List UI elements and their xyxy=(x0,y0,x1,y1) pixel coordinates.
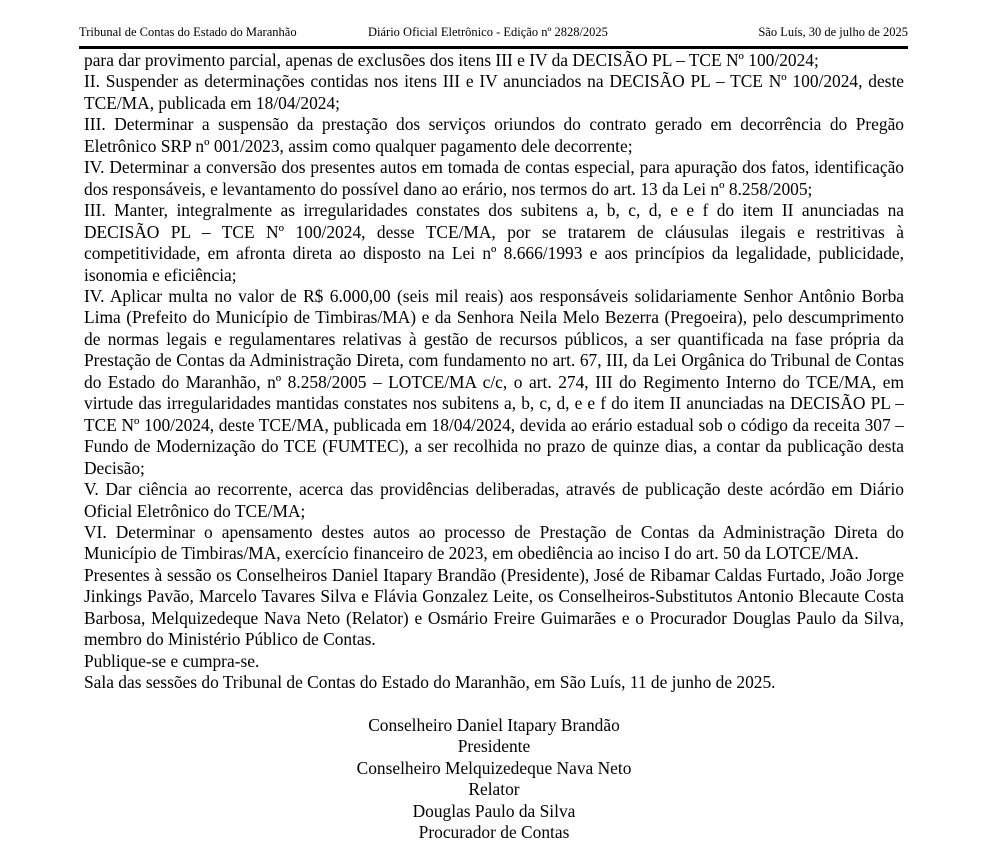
paragraph-attendees: Presentes à sessão os Conselheiros Daniel Itapary Brandão (Presidente), José de Ribamar Caldas Furtado, João Jorge Jinkings Pavão, Marcelo Tavares Silva e Flávia Gonzalez Leite, os Conselheiros-Substitutos Antonio Blecaute Costa Barbosa, Melquizedeque Nava Neto (Relator) e Osmário Freire Guimarães e o Procurador Douglas Paulo da Silva, membro do Ministério Público de Contas. xyxy=(84,564,904,650)
signature-role: Presidente xyxy=(457,736,531,757)
paragraph-session-location: Sala das sessões do Tribunal de Contas do Estado do Maranhão, em São Luís, 11 de junho de 2025. xyxy=(84,672,776,693)
paragraph-item-iv: IV. Determinar a conversão dos presentes autos em tomada de contas especial, para apuração dos fatos, identificação dos responsáveis, e levantamento do possível dano ao erário, nos termos do art. 13 da Lei nº 8.258/2005; xyxy=(84,157,904,199)
signature-role: Procurador de Contas xyxy=(418,822,570,843)
signature-name: Conselheiro Daniel Itapary Brandão xyxy=(368,715,620,735)
page-header xyxy=(79,22,908,42)
paragraph-continuation: para dar provimento parcial, apenas de exclusões dos itens III e IV da DECISÃO PL – TCE Nº 100/2024; xyxy=(84,50,819,70)
header-date: São Luís, 30 de julho de 2025 xyxy=(758,25,908,39)
paragraph-item-v: V. Dar ciência ao recorrente, acerca das providências deliberadas, através de publicação deste acórdão em Diário Oficial Eletrônico do TCE/MA; xyxy=(84,479,904,521)
paragraph-item-iv-multa: IV. Aplicar multa no valor de R$ 6.000,00 (seis mil reais) aos responsáveis solidariamente Senhor Antônio Borba Lima (Prefeito do Município de Timbiras/MA) e da Senhora Neila Melo Bezerra (Pregoeira), pelo descumprimento de normas legais e regulamentares relativas à gestão de recursos públicos, a ser quantificada na fase própria da Prestação de Contas da Administração Direta, com fundamento no art. 67, III, da Lei Orgânica do Tribunal de Contas do Estado do Maranhão, nº 8.258/2005 – LOTCE/MA c/c, o art. 274, III do Regimento Interno do TCE/MA, em virtude das irregularidades mantidas constates nos subitens a, b, c, d, e e f do item II anunciadas na DECISÃO PL – TCE Nº 100/2024, deste TCE/MA, publicada em 18/04/2024, devida ao erário estadual sob o código da receita 307 – Fundo de Modernização do TCE (FUMTEC), a ser recolhida no prazo de quinze dias, a contar da publicação desta Decisão; xyxy=(84,285,904,478)
paragraph-item-ii: II. Suspender as determinações contidas nos itens III e IV anunciados na DECISÃO PL – TCE Nº 100/2024, deste TCE/MA, publicada em 18/04/2024; xyxy=(84,71,904,113)
paragraph-publish: Publique-se e cumpra-se. xyxy=(84,650,260,671)
paragraph-item-vi: VI. Determinar o apensamento destes autos ao processo de Prestação de Contas da Administração Direta do Município de Timbiras/MA, exercício financeiro de 2023, em obediência ao inciso I do art. 50 da LOTCE/MA. xyxy=(84,521,904,564)
signature-role: Relator xyxy=(468,779,520,800)
paragraph-item-iii: III. Determinar a suspensão da prestação dos serviços oriundos do contrato gerado em decorrência do Pregão Eletrônico SRP nº 001/2023, assim como qualquer pagamento dele decorrente; xyxy=(84,114,904,156)
document-body xyxy=(84,50,904,694)
signature-name: Douglas Paulo da Silva xyxy=(412,800,576,821)
paragraph-item-iii-manter: III. Manter, integralmente as irregularidades constates dos subitens a, b, c, d, e e f do item II anunciadas na DECISÃO PL – TCE Nº 100/2024, desse TCE/MA, por se tratarem de cláusulas ilegais e restritivas à competitividade, em afronta direta ao disposto na Lei nº 8.666/1993 e aos princípios da legalidade, publicidade, isonomia e eficiência; xyxy=(84,200,904,285)
signature-name: Conselheiro Melquizedeque Nava Neto xyxy=(356,757,632,778)
header-divider xyxy=(79,46,908,49)
header-edition: Diário Oficial Eletrônico - Edição nº 2828/2025 xyxy=(368,25,608,39)
signature-block xyxy=(84,715,904,844)
header-institution: Tribunal de Contas do Estado do Maranhão xyxy=(79,25,297,39)
